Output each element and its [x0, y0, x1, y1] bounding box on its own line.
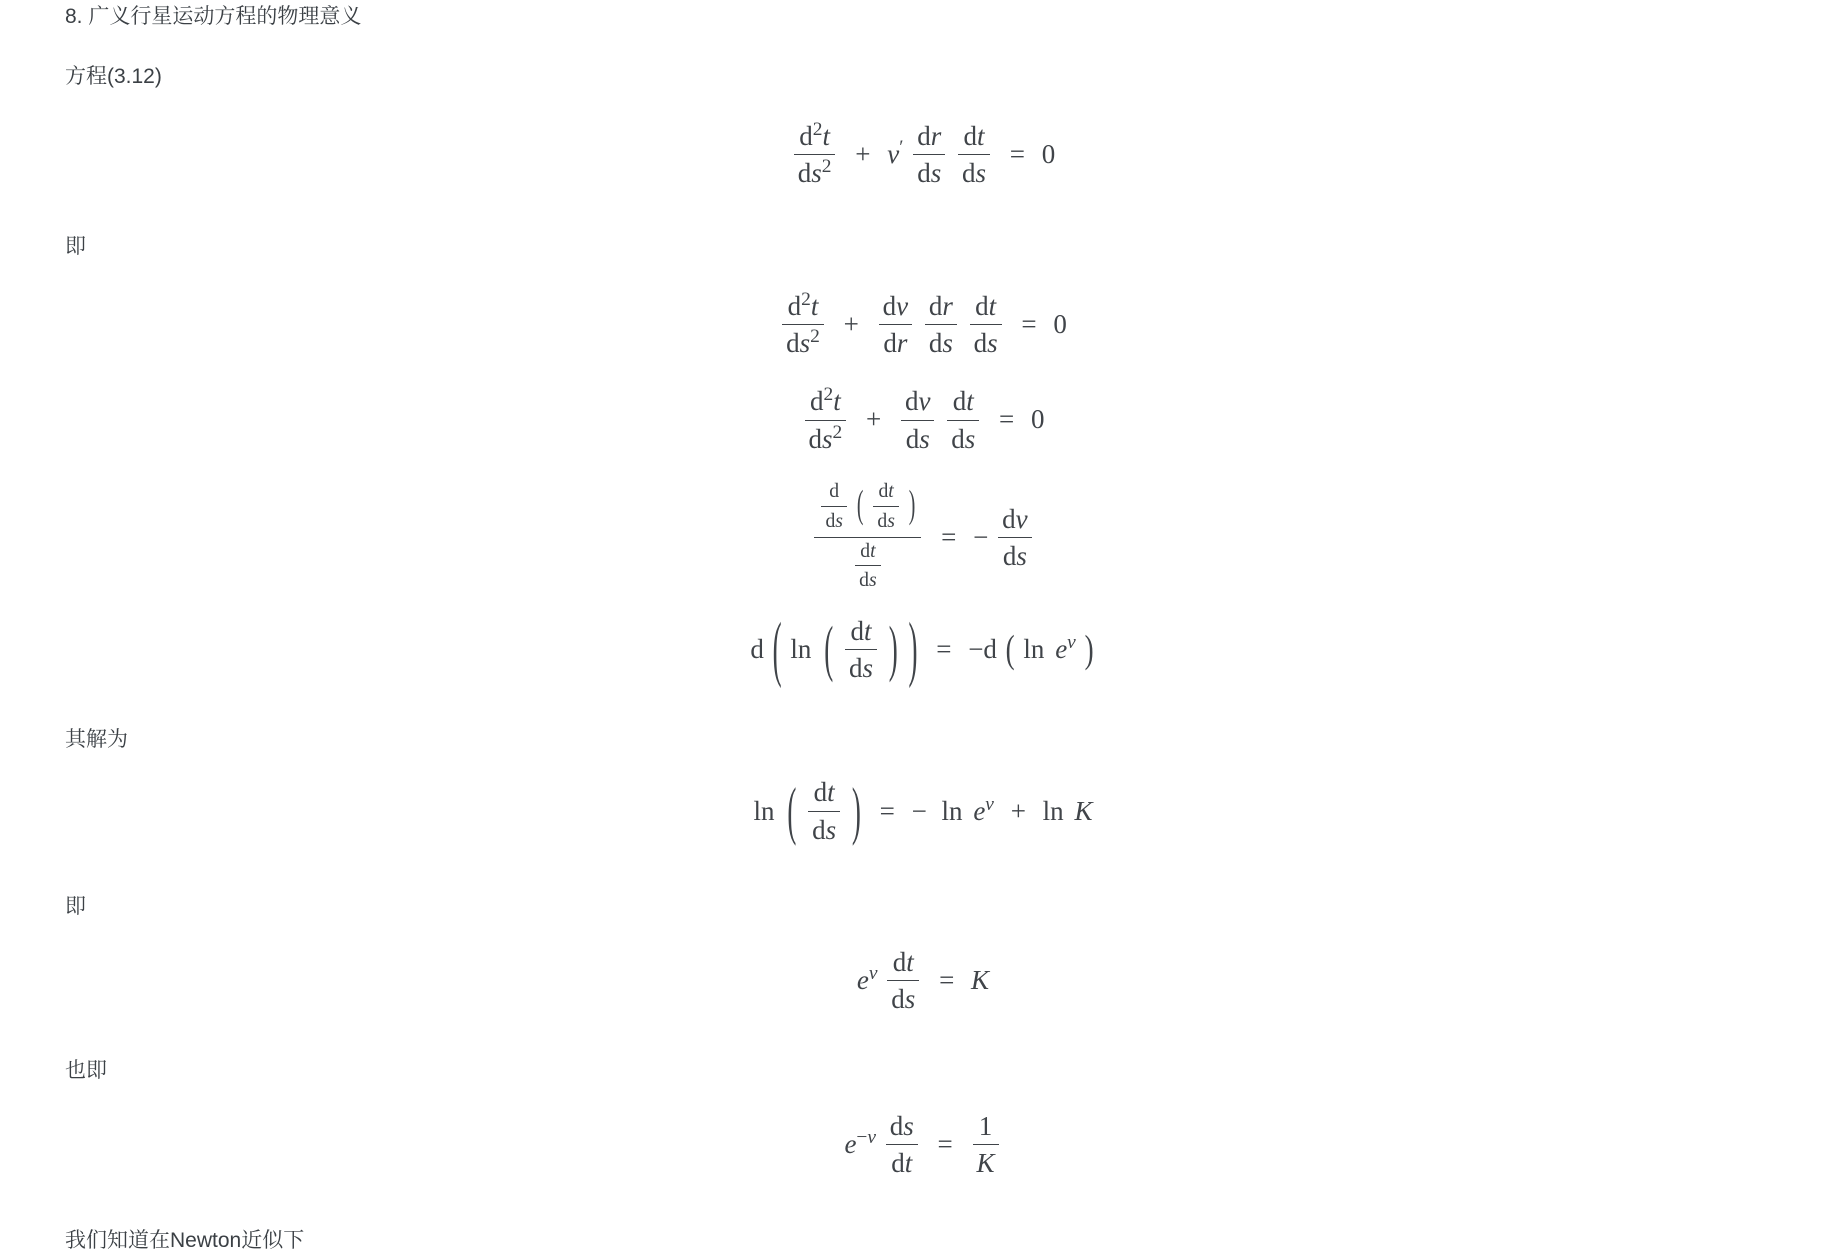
fraction-dr-ds — [913, 122, 945, 188]
fraction-dt-ds — [970, 292, 1002, 358]
sym-s: s — [835, 510, 843, 533]
newton-paragraph: 我们知道在Newton近似下 — [65, 1228, 305, 1252]
sym-zero: 0 — [1053, 308, 1067, 339]
sym-d: d — [812, 814, 826, 845]
sym-equals: = — [998, 404, 1015, 435]
sym-s: s — [930, 158, 942, 189]
sym-d: d — [952, 386, 967, 417]
sym-one: 1 — [978, 1110, 993, 1141]
sym-d: d — [973, 327, 988, 358]
sym-sup-2: 2 — [812, 118, 823, 140]
section-heading: 8. 广义行星运动方程的物理意义 — [65, 5, 362, 28]
sym-sup-2: 2 — [823, 384, 834, 406]
sym-e: e — [856, 965, 869, 996]
derivation-line-3 — [0, 480, 1846, 595]
sym-K: K — [971, 965, 990, 996]
sym-t: t — [966, 386, 974, 417]
sym-t: t — [863, 615, 872, 646]
sym-t: t — [976, 120, 985, 151]
exponent-minus-nu — [856, 1127, 876, 1148]
sym-d: d — [917, 120, 931, 151]
sym-t: t — [904, 1148, 913, 1179]
right-paren: ) — [851, 773, 861, 846]
sym-d: d — [928, 290, 943, 321]
fraction-d2t-ds2 — [782, 288, 824, 358]
sym-d: d — [983, 633, 997, 664]
sym-t: t — [988, 290, 997, 321]
sym-s: s — [825, 814, 837, 845]
sym-equals: = — [879, 795, 895, 826]
fraction-dt-ds — [887, 948, 919, 1014]
sym-minus: − — [968, 633, 984, 664]
sym-d: d — [892, 947, 907, 978]
sym-s: s — [822, 423, 833, 454]
sym-d: d — [860, 539, 871, 562]
fraction-dt-ds — [808, 778, 840, 844]
sym-nu: ν — [887, 139, 900, 170]
fraction-dt-ds — [958, 122, 990, 188]
fraction-dt-ds — [947, 387, 979, 453]
sym-d: d — [859, 569, 869, 592]
sym-s: s — [862, 653, 873, 683]
sym-ln: ln — [790, 633, 812, 664]
sym-plus: + — [1010, 795, 1026, 826]
sym-minus: − — [911, 795, 927, 826]
sym-d: d — [963, 120, 977, 151]
fraction-dnu-ds — [998, 505, 1031, 571]
sym-plus: + — [855, 139, 871, 170]
sym-r: r — [896, 327, 908, 358]
sym-K: K — [976, 1148, 995, 1179]
fraction-dr-ds — [925, 292, 957, 358]
sym-t: t — [822, 120, 830, 151]
fraction-dt-ds — [845, 617, 877, 683]
right-paren: ) — [888, 613, 898, 683]
sym-equals: = — [939, 965, 955, 996]
sym-s: s — [887, 510, 895, 533]
fraction-d2t-ds2 — [794, 118, 836, 189]
sym-d: d — [878, 480, 889, 503]
sym-zero: 0 — [1041, 139, 1056, 170]
derivation-line-2 — [0, 384, 1846, 455]
sym-d: d — [848, 653, 863, 683]
sym-r: r — [942, 290, 953, 321]
sym-s: s — [964, 423, 976, 454]
sym-d: d — [829, 480, 840, 503]
fraction-ds-dt — [886, 1112, 918, 1178]
sym-equals: = — [941, 522, 957, 553]
sym-t: t — [810, 290, 819, 321]
sym-equals: = — [1009, 139, 1025, 170]
sym-prime: ′ — [899, 137, 904, 159]
sym-d: d — [808, 423, 823, 454]
solution-paragraph: 其解为 — [65, 727, 128, 751]
sym-e: e — [844, 1128, 857, 1159]
left-paren: ( — [856, 482, 864, 527]
sym-ln: ln — [1042, 795, 1064, 826]
sym-d: d — [889, 1110, 904, 1141]
sym-minus: − — [856, 1126, 868, 1148]
sym-minus: − — [973, 522, 989, 553]
sym-r: r — [930, 120, 942, 151]
sym-nu: ν — [1015, 503, 1028, 534]
sym-e: e — [973, 795, 986, 826]
right-paren: ) — [908, 482, 916, 527]
sym-s: s — [975, 158, 986, 189]
sym-s: s — [799, 327, 811, 358]
sym-s: s — [868, 569, 877, 592]
sym-ln: ln — [1023, 633, 1045, 664]
ji-paragraph-1: 即 — [65, 234, 86, 258]
equation-label-paragraph: 方程(3.12) — [65, 65, 162, 88]
sym-s: s — [942, 327, 953, 358]
solution-equation — [0, 773, 1846, 847]
sym-d: d — [961, 158, 976, 189]
sym-t: t — [888, 480, 894, 503]
fraction-dnu-ds — [901, 387, 934, 453]
sym-K: K — [1074, 795, 1093, 826]
left-paren: ( — [1005, 627, 1015, 671]
sym-d: d — [905, 423, 920, 454]
fraction-d-ds — [821, 481, 847, 531]
sym-sup-nu: ν — [985, 793, 994, 815]
sym-s: s — [903, 1110, 914, 1141]
sym-nu: ν — [896, 290, 909, 321]
sym-sup-nu: ν — [868, 963, 878, 985]
sym-d: d — [786, 327, 800, 358]
sym-d: d — [882, 290, 897, 321]
right-paren: ) — [1084, 627, 1094, 671]
right-paren: ) — [908, 607, 918, 689]
left-paren: ( — [787, 773, 797, 846]
sym-t: t — [833, 386, 841, 417]
sym-sup-2: 2 — [801, 288, 811, 310]
sym-d: d — [928, 327, 943, 358]
sym-ln: ln — [753, 795, 775, 826]
ji-paragraph-2: 即 — [65, 895, 86, 919]
sym-s: s — [811, 158, 822, 189]
sym-d: d — [787, 290, 802, 321]
sym-d: d — [850, 615, 864, 646]
sym-d: d — [877, 510, 888, 533]
sym-d: d — [810, 386, 824, 417]
sym-t: t — [827, 777, 835, 808]
sym-d: d — [813, 777, 828, 808]
big-fraction — [814, 480, 921, 593]
inverse-k-equation — [0, 1110, 1846, 1180]
yeji-paragraph: 也即 — [65, 1058, 107, 1082]
sym-s: s — [987, 327, 998, 358]
sym-equals: = — [936, 633, 952, 664]
equation-3-12 — [0, 118, 1846, 190]
sym-d: d — [891, 984, 905, 1015]
left-paren: ( — [772, 607, 782, 689]
fraction-d2t-ds2 — [805, 384, 847, 454]
sym-d: d — [1002, 541, 1017, 572]
derivation-line-1 — [0, 288, 1846, 360]
sym-equals: = — [937, 1128, 953, 1159]
fraction-1-K — [973, 1112, 999, 1178]
sym-zero: 0 — [1030, 404, 1045, 435]
sym-sup-2: 2 — [810, 325, 820, 347]
sym-d: d — [891, 1148, 905, 1179]
sym-s: s — [904, 984, 916, 1015]
sym-d: d — [750, 633, 764, 664]
sym-plus: + — [866, 404, 882, 435]
sym-sup-2: 2 — [821, 156, 832, 178]
sym-d: d — [797, 158, 812, 189]
k-equation — [0, 947, 1846, 1016]
left-paren: ( — [824, 613, 834, 683]
sym-ln: ln — [941, 795, 963, 826]
sym-d: d — [799, 120, 813, 151]
sym-e: e — [1055, 633, 1068, 664]
sym-d: d — [1002, 503, 1016, 534]
sym-plus: + — [843, 308, 859, 339]
sym-d: d — [825, 510, 836, 533]
sym-t: t — [906, 947, 914, 978]
sym-sup-nu: ν — [1067, 631, 1076, 653]
sym-t: t — [870, 539, 876, 562]
sym-equals: = — [1021, 308, 1037, 339]
sym-d: d — [904, 386, 919, 417]
fraction-dt-ds — [873, 481, 899, 531]
sym-d: d — [917, 158, 931, 189]
sym-d: d — [975, 290, 989, 321]
sym-d: d — [951, 423, 965, 454]
derivation-line-4 — [0, 607, 1846, 689]
fraction-dnu-dr — [879, 292, 912, 358]
sym-d: d — [883, 327, 897, 358]
sym-s: s — [919, 423, 930, 454]
fraction-dt-ds — [855, 541, 881, 591]
sym-sup-2: 2 — [832, 421, 843, 443]
sym-nu: ν — [867, 1126, 877, 1148]
sym-s: s — [1016, 541, 1027, 572]
sym-nu: ν — [918, 386, 931, 417]
